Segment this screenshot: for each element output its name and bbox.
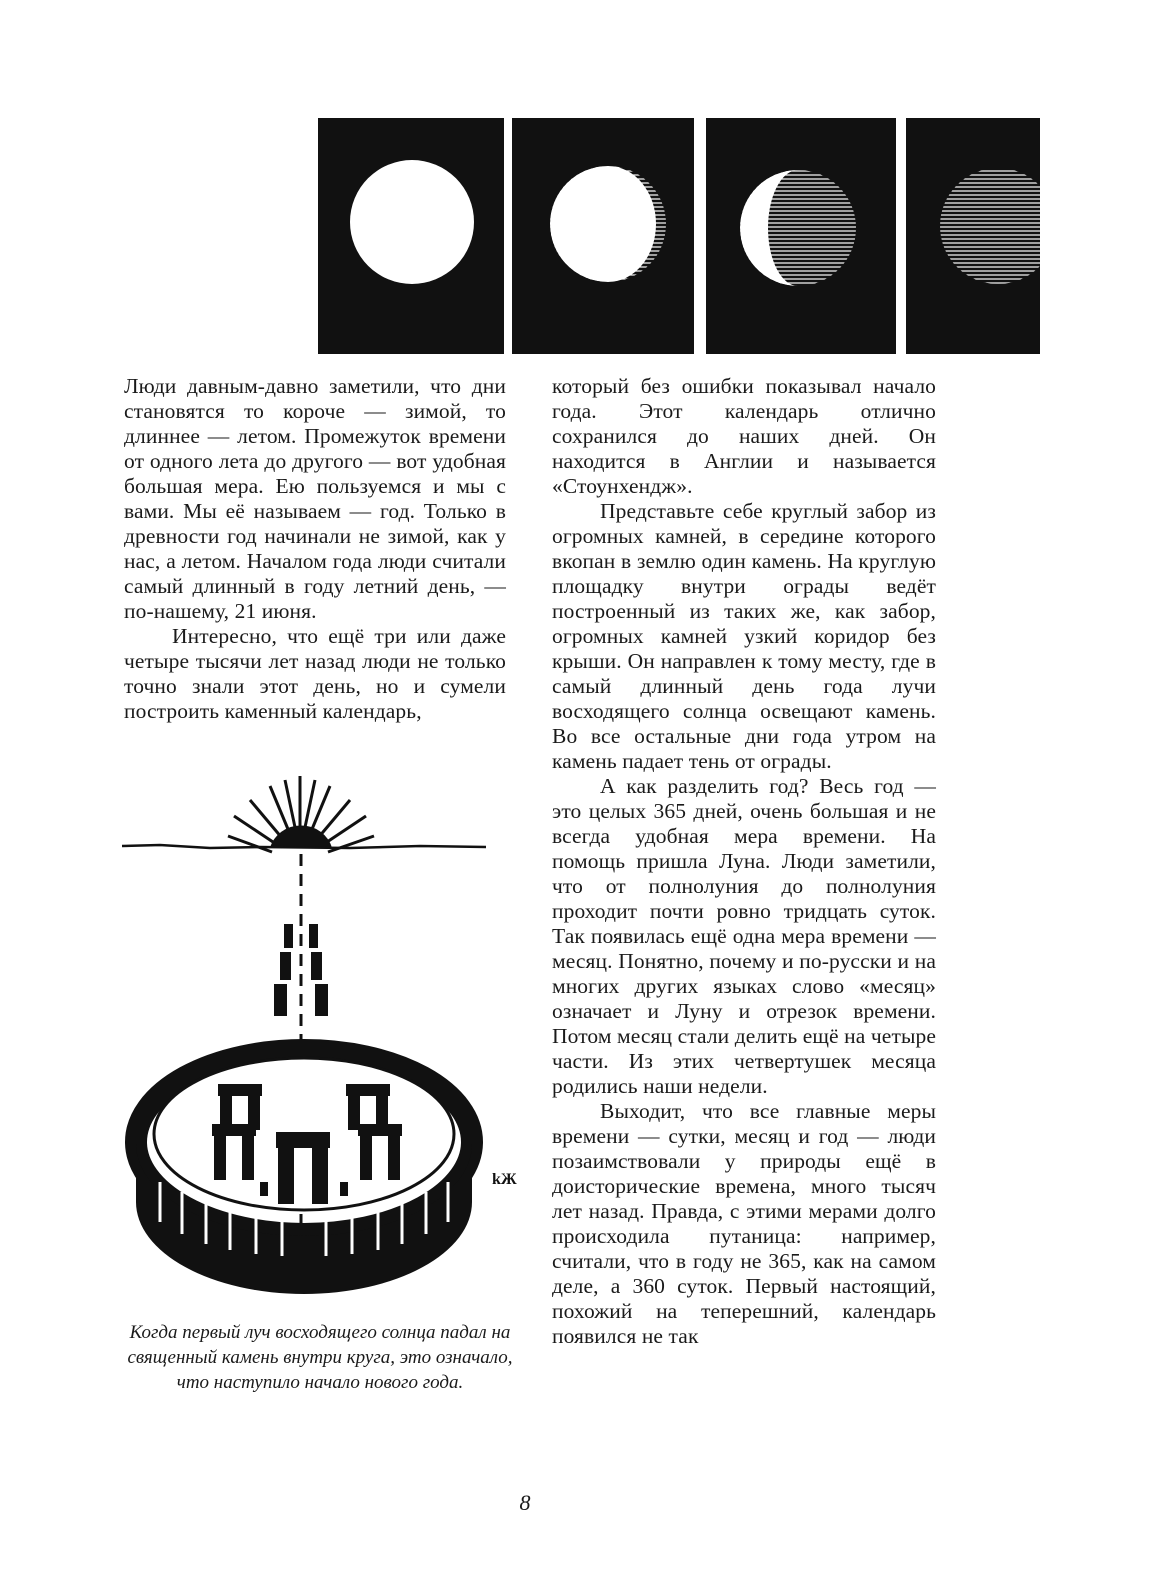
left-text-column (124, 374, 506, 724)
stonehenge-sunrise-illustration (120, 772, 520, 1312)
waning-gibbous-icon (512, 118, 694, 354)
moon-phases-strip (318, 118, 1040, 354)
paragraph: Люди давным-давно заметили, что дни становятся то короче — зимой, то длиннее — летом. Промежуток времени от одного лета до другого — вот удобная большая мера. Ею пользуемся и мы с вами. Мы её называем — год. Только в древности год начинали не зимой, как у нас, а летом. Началом года люди считали самый длинный в году летний день, — по-нашему, 21 июня. (124, 374, 506, 623)
paragraph: А как разделить год? Весь год — это целых 365 дней, очень большая и не всегда удобная мера времени. На помощь пришла Луна. Люди заметили, что от полнолуния до полнолуния проходит почти ровно тридцать суток. Так появилась ещё одна мера времени — месяц. Понятно, почему и по-русски и на многих других языках слово «месяц» означает и Луну и отрезок времени. Потом месяц стали делить ещё на четыре части. Из этих четвертушек месяца родились наши недели. (552, 774, 936, 1098)
figure-caption: Когда первый луч восходящего солнца падал на священный камень внутри круга, это означало, что наступило начало нового года. (127, 1322, 513, 1393)
sun-icon (270, 825, 332, 848)
stone-circle (136, 1050, 472, 1294)
new-moon-icon (906, 118, 1040, 354)
paragraph: Представьте себе круглый забор из огромных камней, в середине которого вкопан в землю один камень. На круглую площадку внутри ограды ведёт построенный из таких же, как забор, огромных камней узкий коридор без крыши. Он направлен к тому месту, где в самый длинный день года лучи восходящего солнца освещают камень. Во все остальные дни года утром на камень падает тень от ограды. (552, 499, 936, 773)
paragraph: Интересно, что ещё три или даже четыре тысячи лет назад люди не только точно знали этот день, но и сумели построить каменный календарь, (124, 624, 506, 723)
paragraph: Выходит, что все главные меры времени — сутки, месяц и год — люди позаимствовали у природы ещё в доисторические времена, много тысяч лет назад. Правда, с этими мерами долго происходила путаница: например, считали, что в году не 365, как на самом деле, а 360 суток. Первый настоящий, похожий на теперешний, календарь появился не так (552, 1099, 936, 1348)
waning-crescent-icon (706, 118, 896, 354)
paragraph: который без ошибки показывал начало года. Этот календарь отлично сохранился до наших дней. Он находится в Англии и называется «Стоунхендж». (552, 374, 936, 498)
full-moon-icon (318, 118, 504, 354)
artist-signature: kЖ (492, 1171, 517, 1188)
page-number: 8 (519, 1490, 531, 1515)
right-text-column (552, 374, 936, 1349)
